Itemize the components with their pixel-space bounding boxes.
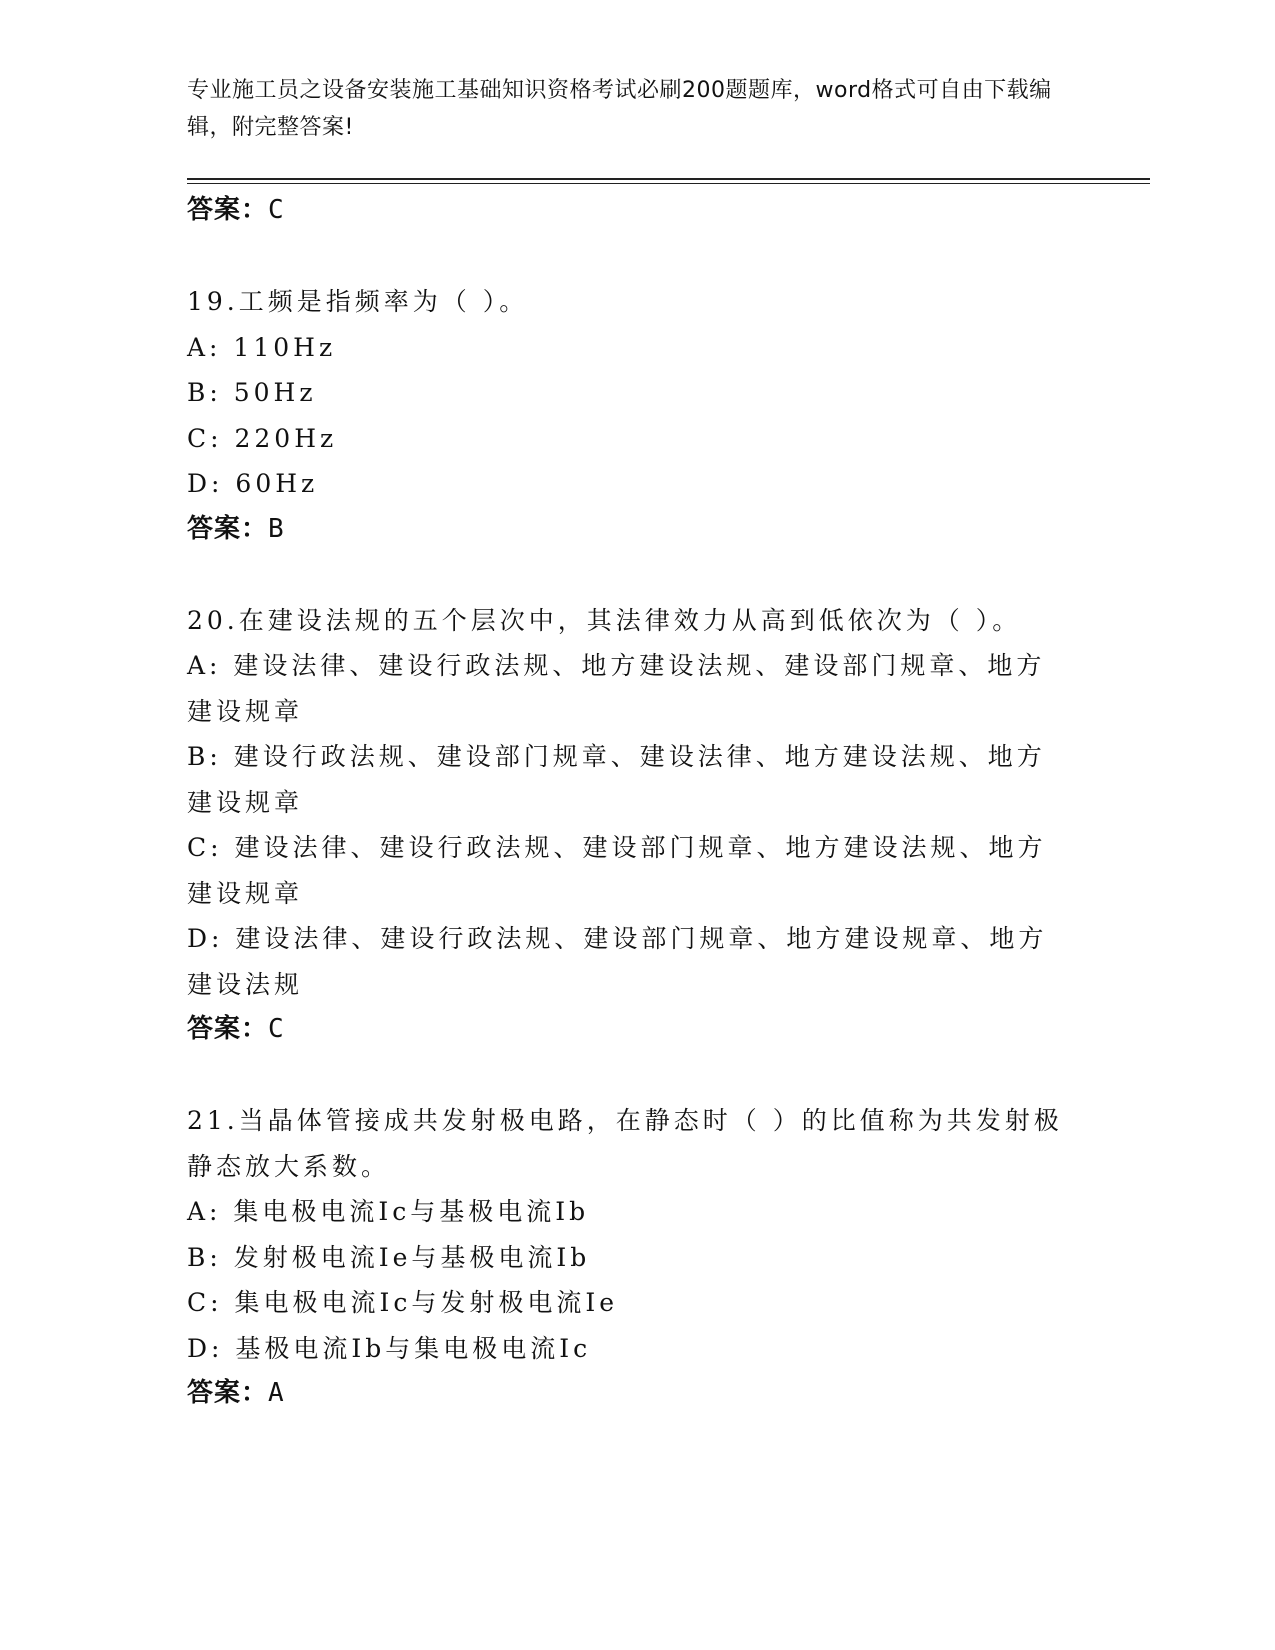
option-b: B: 发射极电流Ie与基极电流Ib bbox=[187, 1242, 591, 1272]
option-d: D: 基极电流Ib与集电极电流Ic bbox=[187, 1333, 592, 1363]
question-stem: 20.在建设法规的五个层次中，其法律效力从高到低依次为（ ）。 bbox=[187, 605, 1022, 635]
answer-value: B bbox=[268, 513, 285, 544]
question-answer bbox=[187, 1371, 1067, 1417]
question-21 bbox=[187, 1098, 1067, 1417]
answer-prefix: 答案： bbox=[187, 1014, 269, 1044]
option-c: C: 集电极电流Ic与发射极电流Ie bbox=[187, 1288, 619, 1317]
answer-prefix: 答案： bbox=[187, 195, 269, 225]
option-d: D: 60Hz bbox=[187, 469, 319, 498]
question-stem: 21.当晶体管接成共发射极电路，在静态时（ ）的比值称为共发射极静态放大系数。 bbox=[187, 1106, 1063, 1181]
header-divider-thin bbox=[187, 183, 1150, 184]
option-a: A: 建设法律、建设行政法规、地方建设法规、建设部门规章、地方建设规章 bbox=[187, 651, 1046, 726]
question-20 bbox=[187, 598, 1067, 1053]
option-c: C: 建设法律、建设行政法规、建设部门规章、地方建设法规、地方建设规章 bbox=[187, 833, 1047, 908]
document-header: 专业施工员之设备安装施工基础知识资格考试必刷200题题库，word格式可自由下载编辑，附完整答案! bbox=[187, 78, 1052, 140]
option-a: A: 110Hz bbox=[187, 332, 337, 362]
question-stem: 19.工频是指频率为（ ）。 bbox=[187, 287, 529, 316]
option-a: A: 集电极电流Ic与基极电流Ib bbox=[187, 1197, 590, 1226]
spacer bbox=[187, 234, 1067, 280]
answer-value: C bbox=[268, 195, 285, 225]
answer-prefix: 答案： bbox=[187, 1378, 269, 1408]
previous-answer bbox=[187, 188, 1067, 234]
question-answer bbox=[187, 1007, 1067, 1053]
spacer bbox=[187, 1053, 1067, 1099]
option-b: B: 50Hz bbox=[187, 378, 317, 407]
question-list bbox=[187, 188, 1067, 1417]
answer-prefix: 答案： bbox=[187, 513, 269, 544]
spacer bbox=[187, 552, 1067, 598]
header-divider-thick bbox=[187, 178, 1150, 180]
option-c: C: 220Hz bbox=[187, 423, 338, 453]
question-19 bbox=[187, 279, 1067, 552]
option-b: B: 建设行政法规、建设部门规章、建设法律、地方建设法规、地方建设规章 bbox=[187, 742, 1046, 817]
option-d: D: 建设法律、建设行政法规、建设部门规章、地方建设规章、地方建设法规 bbox=[187, 924, 1048, 999]
answer-value: A bbox=[268, 1378, 285, 1408]
answer-value: C bbox=[268, 1014, 285, 1044]
question-answer bbox=[187, 507, 1067, 553]
